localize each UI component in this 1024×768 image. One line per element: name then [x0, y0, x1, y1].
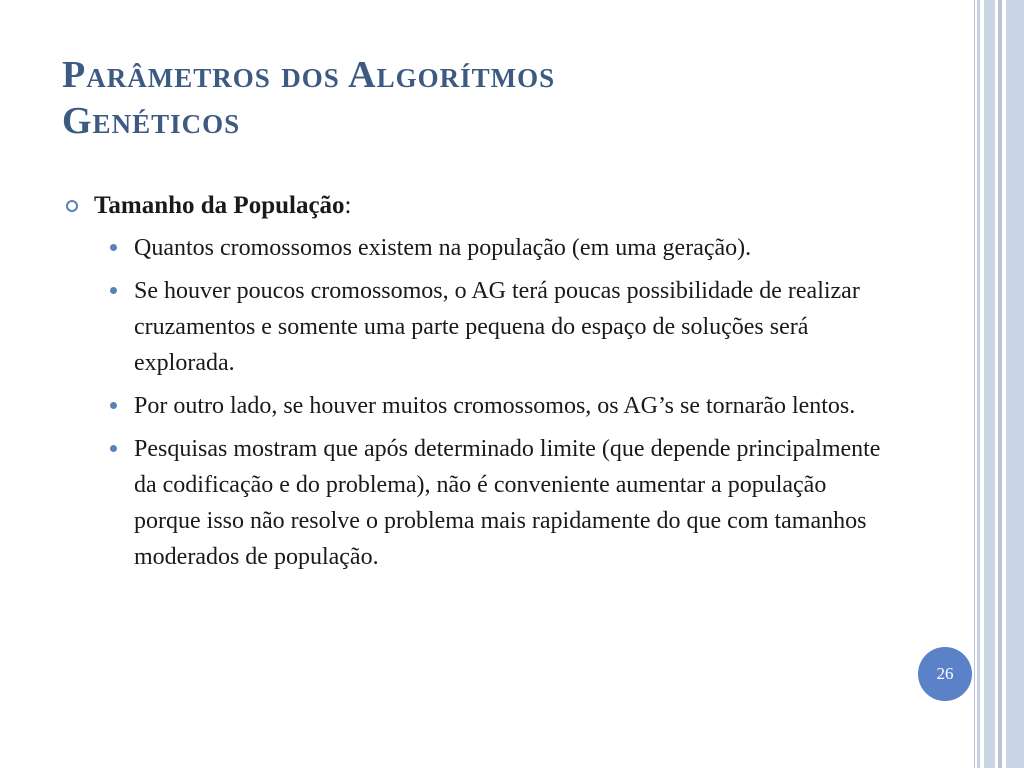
stripe [977, 0, 980, 768]
dot-bullet-icon [110, 402, 117, 409]
page-number-badge [918, 647, 972, 701]
section-heading: Tamanho da População [94, 192, 345, 219]
section-heading-suffix: : [344, 192, 352, 219]
page-number: 26 [936, 664, 954, 683]
stripe [1006, 0, 1024, 768]
slide-content [66, 186, 886, 582]
slide-title [62, 52, 922, 144]
stripe [984, 0, 995, 768]
dot-bullet-icon [110, 244, 117, 251]
bullet-item [66, 273, 886, 381]
stripe [974, 0, 975, 768]
title-line-1: Parâmetros dos Algorítmos [62, 54, 556, 96]
dot-bullet-icon [110, 287, 117, 294]
bullet-text: Por outro lado, se houver muitos cromossomos, os AG’s se tornarão lentos. [134, 393, 856, 419]
section-item [66, 186, 886, 226]
bullet-item [66, 431, 886, 575]
stripe [998, 0, 1002, 768]
dot-bullet-icon [110, 445, 117, 452]
title-line-2: Genéticos [62, 100, 241, 142]
bullet-text: Quantos cromossomos existem na população (em uma geração). [134, 235, 752, 261]
bullet-text: Pesquisas mostram que após determinado limite (que depende principalmente da codificação e do problema), não é conveniente aumentar a população porque isso não resolve o problema mais rapidamente do que com tamanhos moderados de população. [134, 436, 881, 570]
bullet-text: Se houver poucos cromossomos, o AG terá poucas possibilidade de realizar cruzamentos e somente uma parte pequena do espaço de soluções será explorada. [134, 278, 860, 376]
ring-bullet-icon [66, 200, 78, 212]
decorative-stripes [974, 0, 1024, 768]
bullet-item [66, 230, 886, 266]
bullet-item [66, 388, 886, 424]
